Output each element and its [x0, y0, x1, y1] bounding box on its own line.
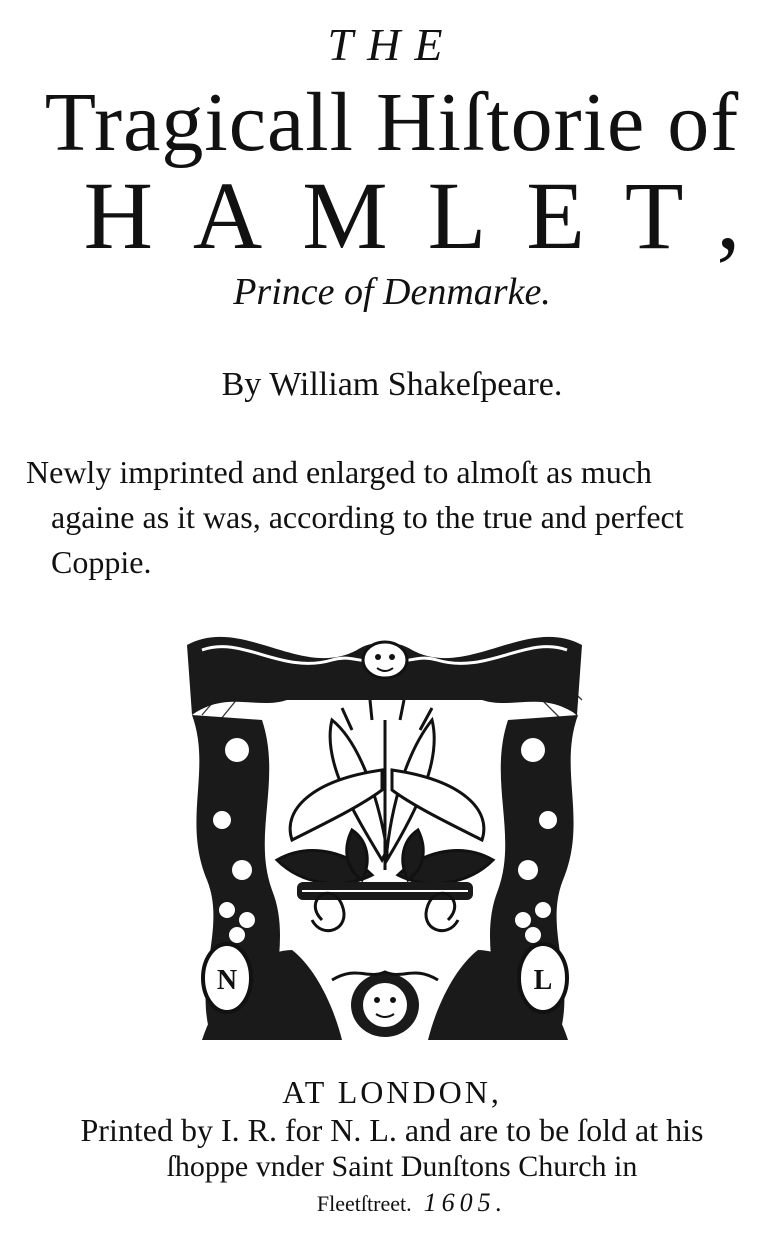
- title-prince-of-denmarke: Prince of Denmarke.: [233, 271, 551, 313]
- device-initial-right: L: [533, 965, 553, 996]
- title-hamlet: HAMLET,: [83, 162, 781, 269]
- imprint-year: 1605.: [423, 1188, 508, 1217]
- imprint-street-and-year: [0, 1188, 784, 1218]
- imprint-shop: ſhoppe vnder Saint Dunſtons Church in: [166, 1150, 638, 1183]
- title-the: THE: [327, 19, 457, 70]
- author-byline: By William Shakeſpeare.: [221, 366, 563, 403]
- imprint-location: AT LONDON,: [282, 1074, 502, 1110]
- title-tragicall-historie: Tragicall Hiſtorie of: [44, 76, 740, 169]
- imprint-street: Fleetſtreet.: [316, 1191, 412, 1216]
- edition-statement-line-1: Newly imprinted and enlarged to almoſt as much: [26, 454, 652, 490]
- edition-statement-line-3: Coppie.: [51, 544, 152, 580]
- printers-device-woodcut: [182, 620, 588, 1052]
- imprint-printer: Printed by I. R. for N. L. and are to be ſold at his: [80, 1112, 704, 1148]
- device-initial-left: N: [216, 965, 238, 996]
- edition-statement: [26, 450, 766, 585]
- edition-statement-line-2: againe as it was, according to the true and perfect: [51, 499, 684, 535]
